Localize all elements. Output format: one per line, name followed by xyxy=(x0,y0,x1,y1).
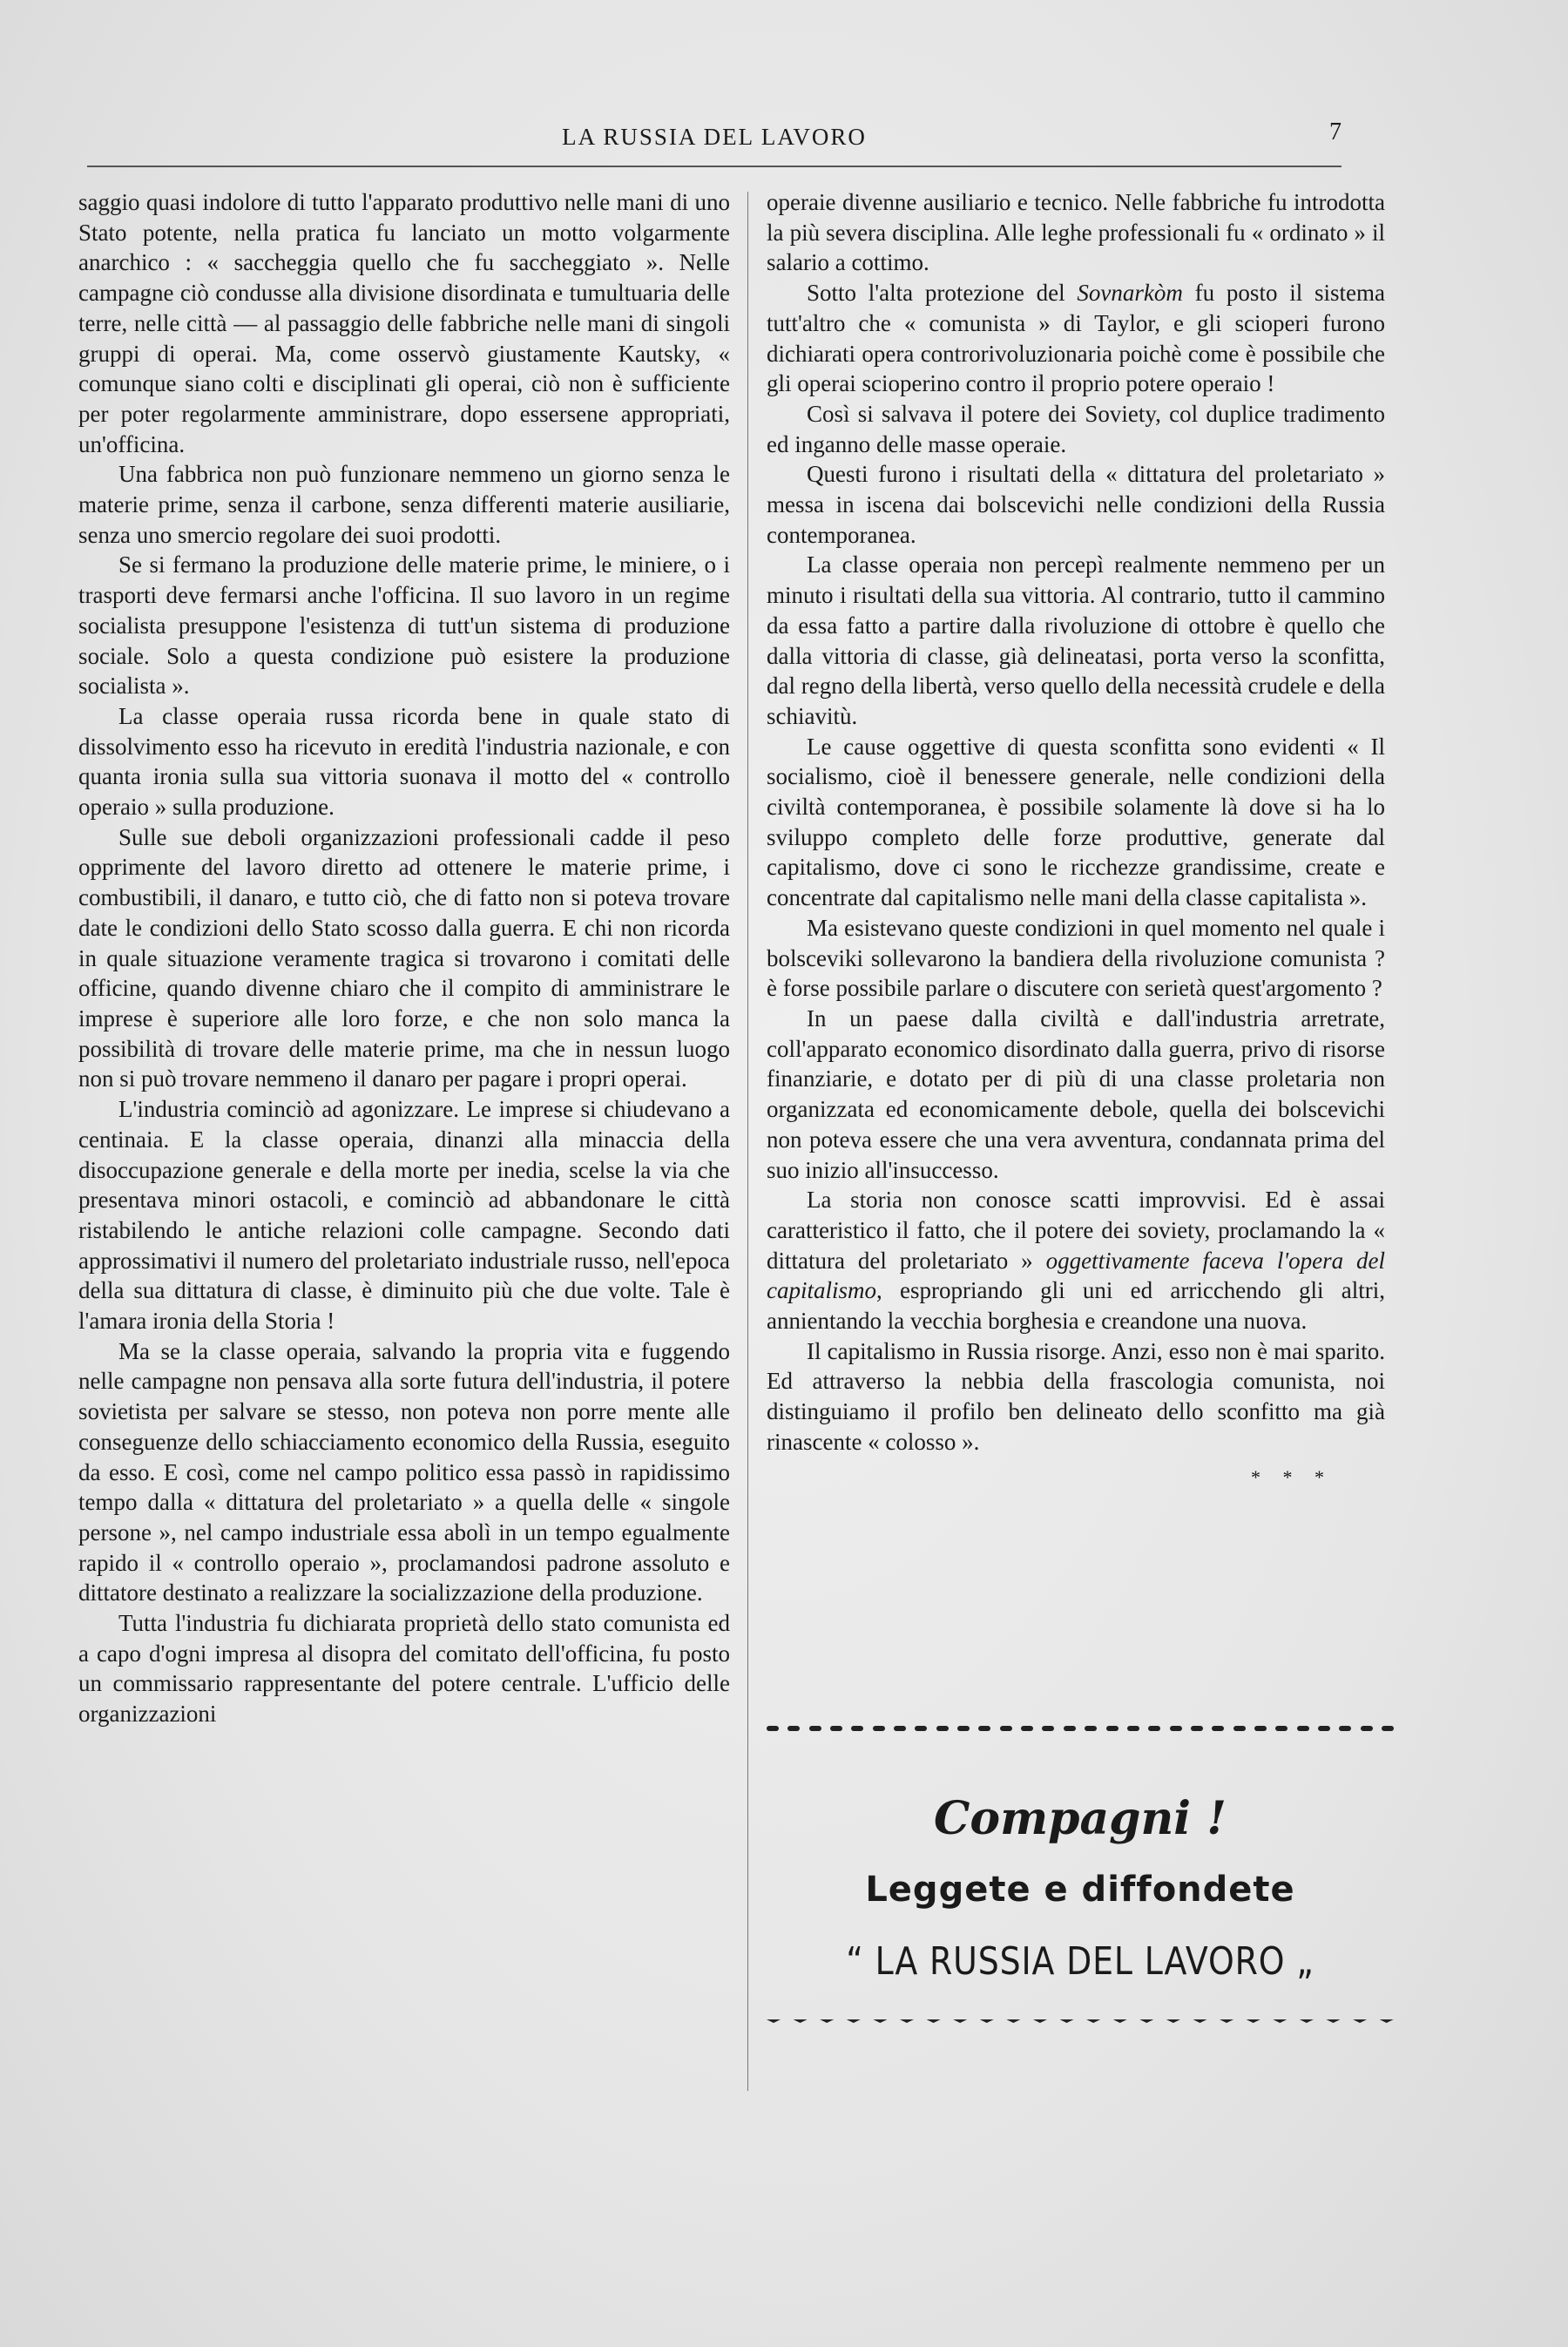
paragraph: Se si fermano la produzione delle materie prime, le miniere, o i trasporti deve fermarsi anche l'officina. Il suo lavoro in un regime socialista presuppone l'esistenza di tutt'un sistema di produzione sociale. Solo a questa condizione può esistere la produzione socialista ». xyxy=(78,551,730,700)
paragraph: Il capitalismo in Russia risorge. Anzi, esso non è mai sparito. Ed attraverso la nebbia della frascologia comunista, noi distinguiamo il profilo ben delineato dello sconfitto ma già rinascente « colosso ». xyxy=(767,1337,1385,1455)
ornament-mark xyxy=(894,1726,906,1731)
ornament-mark xyxy=(809,1726,821,1731)
ornament-mark xyxy=(1113,2019,1127,2023)
ornament-mark xyxy=(1193,2019,1207,2023)
paragraph: L'industria cominciò ad agonizzare. Le imprese si chiudevano a centinaia. E la classe operaia, dinanzi alla minaccia della disoccupazione generale e della morte per inedia, scelse la via che presentava minori ostacoli, e cominciò ad abbandonare le città ristabilendo le antiche relazioni colle campagne. Secondo dati approssimativi il numero del proletariato industriale russo, nell'epoca della sua dittatura di classe, è diminuito più che due volte. Tale è l'amara ironia della Storia ! xyxy=(78,1096,730,1335)
paragraph: operaie divenne ausiliario e tecnico. Nelle fabbriche fu introdotta la più severa disciplina. Alle leghe professionali fu « ordinato » il salario a cottimo. xyxy=(767,189,1385,276)
ornament-mark xyxy=(953,2019,967,2023)
ornament-mark xyxy=(1273,2019,1287,2023)
ornament-mark xyxy=(1064,1726,1076,1731)
ornament-mark xyxy=(1085,1726,1097,1731)
ornament-mark xyxy=(1033,2019,1047,2023)
right-column xyxy=(767,187,1385,1492)
column-divider xyxy=(747,192,748,2091)
ornament-mark xyxy=(980,2019,994,2023)
ornament-rule-bottom xyxy=(767,2013,1394,2029)
ornament-mark xyxy=(1247,2019,1260,2023)
ornament-mark xyxy=(1000,1726,1012,1731)
ornament-mark xyxy=(1191,1726,1203,1731)
ornament-mark xyxy=(1339,1726,1351,1731)
ornament-mark xyxy=(957,1726,970,1731)
end-mark: * * * xyxy=(1251,1465,1333,1488)
ornament-mark xyxy=(1006,2019,1020,2023)
paragraph: Questi furono i risultati della « dittatura del proletariato » messa in iscena dai bolscevichi nelle condizioni della Russia contemporanea. xyxy=(767,461,1385,548)
paragraph: saggio quasi indolore di tutto l'apparato produttivo nelle mani di uno Stato potente, nella pratica fu lanciato un motto volgarmente anarchico : « saccheggia quello che fu saccheggiato ». Nelle campagne ciò condusse alla divisione disordinata e tumultuaria delle terre, nelle città — al passaggio delle fabbriche nelle mani di singoli gruppi di operai. Ma, come osservò giustamente Kautsky, « comunque siano colti e disciplinati gli operai, ciò non è sufficiente per poter regolarmente amministrare, dopo essersene appropriati, un'officina. xyxy=(78,189,730,457)
ornament-mark xyxy=(1166,2019,1180,2023)
ornament-mark xyxy=(1086,2019,1100,2023)
paragraph: In un paese dalla civiltà e dall'industria arretrate, coll'apparato economico disordinato dalla guerra, privo di risorse finanziarie, e dotato per di più di una classe proletaria non organizzata ed economicamente debole, quella dei bolscevichi non poteva essere che una vera avventura, condannata prima del suo inizio all'insuccesso. xyxy=(767,1004,1385,1183)
paragraph: Ma esistevano queste condizioni in quel momento nel quale i bolsceviki sollevarono la bandiera della rivoluzione comunista ? è forse possibile parlare o discutere con serietà quest'argomento ? xyxy=(767,914,1385,1002)
ornament-mark xyxy=(873,1726,885,1731)
ornament-mark xyxy=(851,1726,863,1731)
ornament-mark xyxy=(1361,1726,1373,1731)
ornament-mark xyxy=(820,2019,834,2023)
ornament-mark xyxy=(915,1726,927,1731)
ad-title: Compagni ! xyxy=(934,1792,1227,1845)
ornament-mark xyxy=(1212,1726,1224,1731)
ornament-mark xyxy=(1380,2019,1394,2023)
ornament-mark xyxy=(767,2019,781,2023)
ornament-mark xyxy=(1254,1726,1267,1731)
paragraph: La classe operaia russa ricorda bene in quale stato di dissolvimento esso ha ricevuto in eredità l'industria nazionale, e con quanta ironia sulla sua vittoria suonava il motto del « controllo operaio » sulla produzione. xyxy=(78,702,730,821)
paragraph: Sulle sue deboli organizzazioni professionali cadde il peso opprimente del lavoro diretto ad ottenere le materie prime, i combustibili, il danaro, e tutto ciò, che di fatto non si poteva trovare date le condizioni dello Stato scosso dalla guerra. E chi non ricorda in quale situazione veramente tragica si trovarono i comitati delle officine, quando divenne chiaro che il compito di amministrare le imprese è superiore alle loro forze, e che non solo manca la possibilità di trovare delle materie prime, ma che in nessun luogo non si può trovare nemmeno il danaro per pagare i propri operai. xyxy=(78,823,730,1092)
ornament-mark xyxy=(787,1726,800,1731)
ornament-mark xyxy=(873,2019,887,2023)
page-number: 7 xyxy=(1329,118,1342,145)
ornament-mark xyxy=(1233,1726,1246,1731)
ornament-mark xyxy=(1021,1726,1033,1731)
ornament-mark xyxy=(1326,2019,1340,2023)
ornament-mark xyxy=(847,2019,861,2023)
paragraph: Una fabbrica non può funzionare nemmeno un giorno senza le materie prime, senza il carbone, senza differenti materie ausiliarie, senza uno smercio regolare dei suoi prodotti. xyxy=(78,461,730,548)
running-title: LA RUSSIA DEL LAVORO xyxy=(562,124,867,150)
ornament-mark xyxy=(1318,1726,1330,1731)
ornament-mark xyxy=(1042,1726,1054,1731)
paragraph: Tutta l'industria fu dichiarata proprietà dello stato comunista ed a capo d'ogni impresa al disopra del comitato dell'officina, fu posto un commissario rappresentante del potere centrale. L'ufficio delle organizzazioni xyxy=(78,1610,730,1728)
ornament-mark xyxy=(1297,1726,1309,1731)
ornament-mark xyxy=(1139,2019,1153,2023)
paragraph: Così si salvava il potere dei Soviety, col duplice tradimento ed inganno delle masse operaie. xyxy=(767,400,1385,457)
paragraph: La storia non conosce scatti improvvisi. Ed è assai caratteristico il fatto, che il potere dei soviety, proclamando la « dittatura del proletariato » oggettivamente faceva l'opera del capitalismo, espropriando gli uni ed arricchendo gli altri, annientando la vecchia borghesia e creandone una nuova. xyxy=(767,1187,1385,1335)
advertisement-box xyxy=(767,1721,1394,2087)
ornament-mark xyxy=(978,1726,990,1731)
left-column xyxy=(78,187,730,1729)
paragraph: Le cause oggettive di questa sconfitta sono evidenti « Il socialismo, cioè il benessere generale, nelle condizioni della civiltà contemporanea, è possibile solamente là dove si ha lo sviluppo completo delle forze produttive, generate dal capitalismo, dove ci sono le ricchezze grandissime, create e concentrate dal capitalismo nelle mani della classe capitalista ». xyxy=(767,733,1385,911)
ornament-mark xyxy=(927,2019,941,2023)
ornament-mark xyxy=(767,1726,779,1731)
paragraph: Ma se la classe operaia, salvando la propria vita e fuggendo nelle campagne non pensava alla sorte futura dell'industria, il potere sovietista per salvare se stesso, non poteva non porre mente alle conseguenze dello schiacciamento economico della Russia, eseguito da esso. E così, come nel campo politico essa passò in rapidissimo tempo dalla « dittatura del proletariato » a quella delle « singole persone », nel campo industriale essa abolì in un tempo egualmente rapido il « controllo operaio », proclamandosi padrone assoluto e dittatore destinato a realizzare la socializzazione della produzione. xyxy=(78,1337,730,1606)
paragraph: Sotto l'alta protezione del Sovnarkòm fu posto il sistema tutt'altro che « comunista » di Taylor, e gli scioperi furono dichiarati opera controrivoluzionaria poichè come è possibile che gli operai scioperino contro il proprio potere operaio ! xyxy=(767,280,1385,397)
page-header xyxy=(87,118,1342,167)
ornament-mark xyxy=(936,1726,949,1731)
ad-line: Leggete e diffondete xyxy=(865,1870,1295,1910)
ornament-mark xyxy=(1300,2019,1314,2023)
ornament-mark xyxy=(794,2019,808,2023)
ornament-mark xyxy=(1060,2019,1074,2023)
ornament-mark xyxy=(1220,2019,1233,2023)
ornament-mark xyxy=(1353,2019,1367,2023)
header-rule xyxy=(87,166,1342,167)
ornament-mark xyxy=(1170,1726,1182,1731)
ornament-mark xyxy=(1106,1726,1119,1731)
ornament-mark xyxy=(900,2019,914,2023)
paragraph: La classe operaia non percepì realmente nemmeno per un minuto i risultati della sua vittoria. Al contrario, tutto il cammino da essa fatto a partire dalla rivoluzione di ottobre è quello che dalla vittoria di classe, già delineatasi, porta verso la sconfitta, dal regno della libertà, verso quello della necessità crudele e della schiavitù. xyxy=(767,551,1385,729)
ornament-mark xyxy=(1275,1726,1288,1731)
ornament-mark xyxy=(1127,1726,1139,1731)
ornament-rule-top xyxy=(767,1721,1394,1736)
ornament-mark xyxy=(830,1726,842,1731)
ornament-mark xyxy=(1148,1726,1160,1731)
ornament-mark xyxy=(1382,1726,1394,1731)
ad-paper-name: “ LA RUSSIA DEL LAVORO „ xyxy=(846,1939,1315,1984)
